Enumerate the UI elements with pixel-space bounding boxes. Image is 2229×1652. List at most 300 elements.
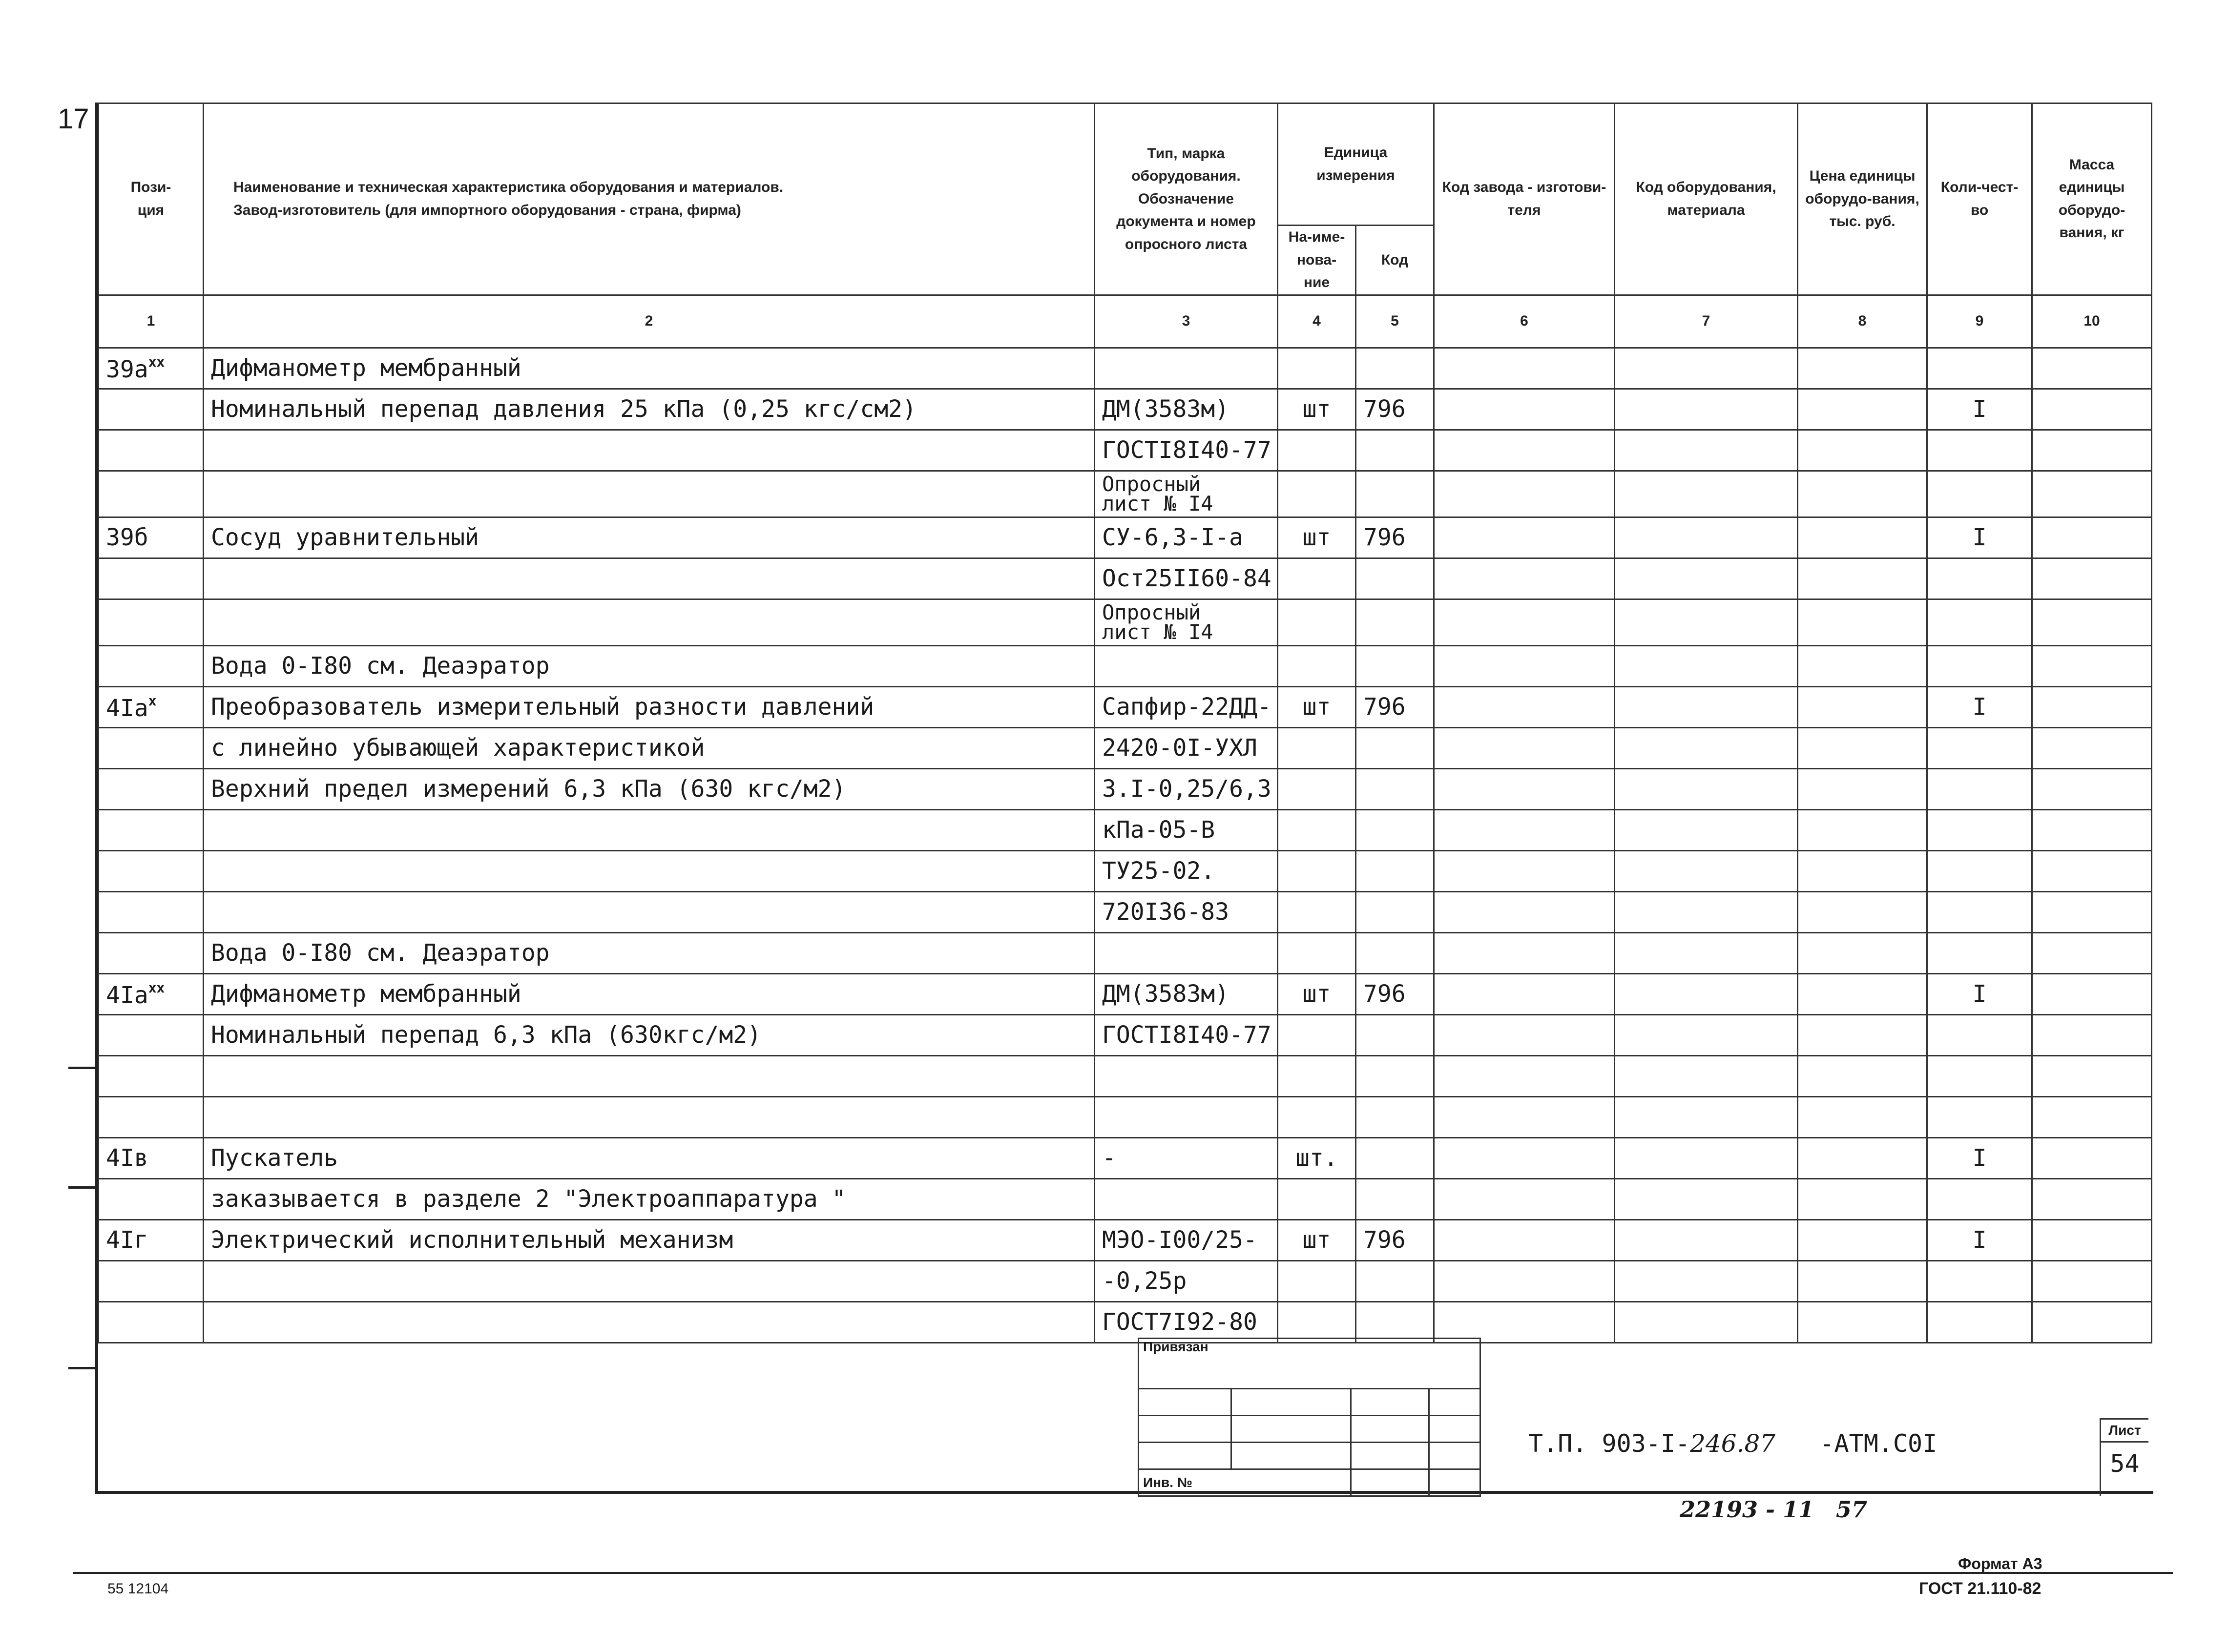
unit-code-cell	[1356, 558, 1434, 599]
position-cell	[99, 1014, 204, 1055]
unit-code-cell	[1356, 599, 1434, 645]
type-cell: ДМ(3583м)	[1095, 389, 1278, 430]
unit-cell	[1278, 1096, 1356, 1137]
equipment-code-cell	[1615, 768, 1798, 809]
footnote-mark: хх	[148, 353, 165, 370]
price-cell	[1798, 1260, 1927, 1301]
column-number: 2	[204, 295, 1095, 348]
unit-cell	[1278, 932, 1356, 973]
footnote-mark: х	[148, 692, 157, 709]
equipment-code-cell	[1615, 389, 1798, 430]
unit-code-cell	[1356, 471, 1434, 517]
table-row	[99, 430, 2152, 471]
position-cell: $4Iа^х$	[99, 686, 204, 727]
position-cell	[99, 1178, 204, 1219]
unit-code-cell	[1356, 809, 1434, 850]
price-cell	[1798, 1301, 1927, 1342]
name-cell: Номинальный перепад 6,3 кПа (630кгс/м2)	[204, 1014, 1095, 1055]
position-cell	[99, 891, 204, 932]
name-cell	[204, 558, 1095, 599]
price-cell	[1798, 1055, 1927, 1096]
mass-cell	[2032, 1137, 2152, 1178]
price-cell	[1798, 430, 1927, 471]
equipment-code-cell	[1615, 430, 1798, 471]
table-row	[99, 389, 2152, 430]
equipment-code-cell	[1615, 1178, 1798, 1219]
position-cell	[99, 1301, 204, 1342]
price-cell	[1798, 809, 1927, 850]
quantity-cell	[1927, 1096, 2032, 1137]
price-cell	[1798, 389, 1927, 430]
mass-cell	[2032, 599, 2152, 645]
mass-cell	[2032, 727, 2152, 768]
position-cell	[99, 768, 204, 809]
name-cell: Электрический исполнительный механизм	[204, 1219, 1095, 1260]
unit-code-cell	[1356, 1137, 1434, 1178]
type-cell: МЭО-I00/25-	[1095, 1219, 1278, 1260]
quantity-cell: I	[1927, 973, 2032, 1014]
corner-number: 17	[58, 103, 89, 135]
header-unit-name: На-име-нова-ние	[1278, 226, 1356, 295]
unit-cell	[1278, 1014, 1356, 1055]
position-cell	[99, 389, 204, 430]
position-cell	[99, 1096, 204, 1137]
price-cell	[1798, 768, 1927, 809]
equipment-code-cell	[1615, 809, 1798, 850]
unit-code-cell	[1356, 768, 1434, 809]
name-cell: Пускатель	[204, 1137, 1095, 1178]
table-row	[99, 517, 2152, 558]
price-cell	[1798, 891, 1927, 932]
unit-cell	[1278, 645, 1356, 686]
unit-code-cell: 796	[1356, 973, 1434, 1014]
equipment-code-cell	[1615, 517, 1798, 558]
table-row	[99, 348, 2152, 389]
factory-code-cell	[1434, 1096, 1615, 1137]
table-row	[99, 1096, 2152, 1137]
unit-cell: шт	[1278, 973, 1356, 1014]
mass-cell	[2032, 471, 2152, 517]
header-price: Цена единицы оборудо-вания, тыс. руб.	[1798, 103, 1927, 295]
price-cell	[1798, 471, 1927, 517]
table-row	[99, 850, 2152, 891]
factory-code-cell	[1434, 891, 1615, 932]
type-cell: СУ-6,3-I-а	[1095, 517, 1278, 558]
margin-tick	[68, 1367, 98, 1369]
header-unit-group: Единица измерения	[1278, 103, 1434, 226]
quantity-cell	[1927, 1301, 2032, 1342]
equipment-code-cell	[1615, 1301, 1798, 1342]
header-factory-code: Код завода - изготови-теля	[1434, 103, 1615, 295]
table-row	[99, 891, 2152, 932]
factory-code-cell	[1434, 932, 1615, 973]
format-label: Формат А3	[1958, 1555, 2042, 1572]
equipment-code-cell	[1615, 932, 1798, 973]
position-cell: 4Iв	[99, 1137, 204, 1178]
margin-tick	[68, 1186, 98, 1189]
mass-cell	[2032, 1260, 2152, 1301]
price-cell	[1798, 686, 1927, 727]
column-number: 8	[1798, 295, 1927, 348]
table-row	[99, 558, 2152, 599]
mass-cell	[2032, 932, 2152, 973]
type-cell: Опросный лист № I4	[1095, 471, 1278, 517]
header-mass: Масса единицы оборудо-вания, кг	[2032, 103, 2152, 295]
position-cell: 4Iг	[99, 1219, 204, 1260]
mass-cell	[2032, 389, 2152, 430]
quantity-cell	[1927, 1178, 2032, 1219]
table-row	[99, 1055, 2152, 1096]
mass-cell	[2032, 558, 2152, 599]
position-cell	[99, 1260, 204, 1301]
unit-code-cell	[1356, 1260, 1434, 1301]
header-quantity: Коли-чест-во	[1927, 103, 2032, 295]
unit-cell	[1278, 768, 1356, 809]
unit-code-cell	[1356, 430, 1434, 471]
unit-cell: шт.	[1278, 1137, 1356, 1178]
header-name: Наименование и техническая характеристика оборудования и материалов. Завод-изготовитель (для импортного оборудования - страна, фирма)	[204, 103, 1095, 295]
type-cell: -0,25р	[1095, 1260, 1278, 1301]
type-cell: Опросный лист № I4	[1095, 599, 1278, 645]
quantity-cell	[1927, 599, 2032, 645]
unit-cell: шт	[1278, 686, 1356, 727]
factory-code-cell	[1434, 517, 1615, 558]
column-number: 9	[1927, 295, 2032, 348]
mass-cell	[2032, 348, 2152, 389]
name-cell: Преобразователь измерительный разности давлений	[204, 686, 1095, 727]
name-cell: заказывается в разделе 2 "Электроаппаратура "	[204, 1178, 1095, 1219]
name-cell: Вода 0-I80 см. Деаэратор	[204, 645, 1095, 686]
footnote-mark: хх	[148, 979, 165, 996]
name-cell	[204, 1301, 1095, 1342]
type-cell	[1095, 645, 1278, 686]
unit-cell	[1278, 1055, 1356, 1096]
type-cell: ДМ(3583м)	[1095, 973, 1278, 1014]
column-number: 5	[1356, 295, 1434, 348]
unit-cell	[1278, 1178, 1356, 1219]
factory-code-cell	[1434, 599, 1615, 645]
type-cell: ГОСТI8I40-77	[1095, 430, 1278, 471]
mass-cell	[2032, 768, 2152, 809]
quantity-cell	[1927, 471, 2032, 517]
header-unit-code: Код	[1356, 226, 1434, 295]
mass-cell	[2032, 517, 2152, 558]
mass-cell	[2032, 850, 2152, 891]
price-cell	[1798, 727, 1927, 768]
type-cell: -	[1095, 1137, 1278, 1178]
quantity-cell	[1927, 850, 2032, 891]
column-number: 4	[1278, 295, 1356, 348]
equipment-code-cell	[1615, 1014, 1798, 1055]
mass-cell	[2032, 430, 2152, 471]
table-row	[99, 686, 2152, 727]
price-cell	[1798, 645, 1927, 686]
name-cell	[204, 1260, 1095, 1301]
position-cell	[99, 645, 204, 686]
price-cell	[1798, 973, 1927, 1014]
unit-code-cell	[1356, 727, 1434, 768]
type-cell	[1095, 1178, 1278, 1219]
factory-code-cell	[1434, 1219, 1615, 1260]
name-cell: Вода 0-I80 см. Деаэратор	[204, 932, 1095, 973]
factory-code-cell	[1434, 430, 1615, 471]
factory-code-cell	[1434, 850, 1615, 891]
equipment-code-cell	[1615, 471, 1798, 517]
equipment-code-cell	[1615, 727, 1798, 768]
handwritten-number-2: 57	[1836, 1496, 1868, 1523]
unit-code-cell	[1356, 1178, 1434, 1219]
name-cell: Дифманометр мембранный	[204, 348, 1095, 389]
position-cell	[99, 430, 204, 471]
factory-code-cell	[1434, 1055, 1615, 1096]
quantity-cell	[1927, 891, 2032, 932]
position-cell	[99, 599, 204, 645]
price-cell	[1798, 1014, 1927, 1055]
mass-cell	[2032, 645, 2152, 686]
table-row	[99, 645, 2152, 686]
factory-code-cell	[1434, 1301, 1615, 1342]
position-cell: 39б	[99, 517, 204, 558]
document-code: Т.П. 903-I-246.87 -АТМ.С0I	[1528, 1429, 1937, 1458]
equipment-code-cell	[1615, 1055, 1798, 1096]
name-cell	[204, 1055, 1095, 1096]
position-cell	[99, 850, 204, 891]
price-cell	[1798, 1096, 1927, 1137]
mass-cell	[2032, 809, 2152, 850]
approval-stamp	[1138, 1338, 1481, 1497]
unit-cell	[1278, 430, 1356, 471]
unit-cell	[1278, 1301, 1356, 1342]
quantity-cell: I	[1927, 389, 2032, 430]
equipment-code-cell	[1615, 1096, 1798, 1137]
header-position: Пози- ция	[99, 103, 204, 295]
quantity-cell	[1927, 1014, 2032, 1055]
unit-cell	[1278, 809, 1356, 850]
unit-cell	[1278, 1260, 1356, 1301]
type-cell: кПа-05-В	[1095, 809, 1278, 850]
unit-code-cell	[1356, 932, 1434, 973]
position-cell: $39а^{хх}$	[99, 348, 204, 389]
table-row	[99, 599, 2152, 645]
price-cell	[1798, 348, 1927, 389]
table-row	[99, 1260, 2152, 1301]
unit-code-cell	[1356, 891, 1434, 932]
equipment-code-cell	[1615, 1219, 1798, 1260]
quantity-cell: I	[1927, 1219, 2032, 1260]
header-type: Тип, марка оборудования. Обозначение документа и номер опросного листа	[1095, 103, 1278, 295]
unit-code-cell: 796	[1356, 517, 1434, 558]
position-cell	[99, 932, 204, 973]
unit-code-cell: 796	[1356, 1219, 1434, 1260]
column-number: 3	[1095, 295, 1278, 348]
type-cell	[1095, 348, 1278, 389]
type-cell: ГОСТI8I40-77	[1095, 1014, 1278, 1055]
stamp-inventory-label: Инв. №	[1139, 1469, 1351, 1496]
column-numbers-row	[99, 295, 2152, 348]
unit-cell	[1278, 599, 1356, 645]
factory-code-cell	[1434, 1178, 1615, 1219]
unit-code-cell: 796	[1356, 389, 1434, 430]
quantity-cell	[1927, 932, 2032, 973]
sheet-number: 54	[2110, 1449, 2140, 1478]
type-cell: 720I36-83	[1095, 891, 1278, 932]
position-cell	[99, 1055, 204, 1096]
price-cell	[1798, 1178, 1927, 1219]
factory-code-cell	[1434, 973, 1615, 1014]
factory-code-cell	[1434, 809, 1615, 850]
type-cell: ГОСТ7I92-80	[1095, 1301, 1278, 1342]
mass-cell	[2032, 891, 2152, 932]
mass-cell	[2032, 686, 2152, 727]
mass-cell	[2032, 1219, 2152, 1260]
unit-cell	[1278, 727, 1356, 768]
equipment-code-cell	[1615, 973, 1798, 1014]
mass-cell	[2032, 1014, 2152, 1055]
name-cell	[204, 430, 1095, 471]
stamp-attached-label: Привязан	[1139, 1339, 1480, 1389]
equipment-code-cell	[1615, 891, 1798, 932]
table-row	[99, 471, 2152, 517]
name-cell	[204, 471, 1095, 517]
factory-code-cell	[1434, 1260, 1615, 1301]
factory-code-cell	[1434, 645, 1615, 686]
price-cell	[1798, 1137, 1927, 1178]
type-cell: Ост25II60-84	[1095, 558, 1278, 599]
column-number: 6	[1434, 295, 1615, 348]
price-cell	[1798, 850, 1927, 891]
specification-table	[98, 103, 2152, 1343]
name-cell: Номинальный перепад давления 25 кПа (0,25 кгс/см2)	[204, 389, 1095, 430]
type-cell: 3.I-0,25/6,3	[1095, 768, 1278, 809]
column-number: 10	[2032, 295, 2152, 348]
factory-code-cell	[1434, 727, 1615, 768]
unit-cell	[1278, 891, 1356, 932]
type-cell	[1095, 1055, 1278, 1096]
quantity-cell: I	[1927, 686, 2032, 727]
type-cell	[1095, 1096, 1278, 1137]
unit-cell	[1278, 471, 1356, 517]
quantity-cell	[1927, 727, 2032, 768]
price-cell	[1798, 1219, 1927, 1260]
quantity-cell	[1927, 348, 2032, 389]
unit-code-cell	[1356, 1055, 1434, 1096]
unit-code-cell	[1356, 1096, 1434, 1137]
type-cell	[1095, 932, 1278, 973]
type-cell: Сапфир-22ДД-	[1095, 686, 1278, 727]
unit-code-cell	[1356, 645, 1434, 686]
table-row	[99, 1014, 2152, 1055]
name-cell	[204, 891, 1095, 932]
name-cell	[204, 850, 1095, 891]
quantity-cell	[1927, 1055, 2032, 1096]
factory-code-cell	[1434, 348, 1615, 389]
table-row	[99, 973, 2152, 1014]
column-number: 7	[1615, 295, 1798, 348]
quantity-cell	[1927, 645, 2032, 686]
price-cell	[1798, 599, 1927, 645]
table-row	[99, 1301, 2152, 1342]
factory-code-cell	[1434, 1014, 1615, 1055]
equipment-code-cell	[1615, 558, 1798, 599]
factory-code-cell	[1434, 389, 1615, 430]
gost-label: ГОСТ 21.110-82	[1919, 1579, 2042, 1598]
unit-code-cell: 796	[1356, 686, 1434, 727]
position-cell	[99, 727, 204, 768]
unit-cell: шт	[1278, 389, 1356, 430]
unit-cell	[1278, 558, 1356, 599]
price-cell	[1798, 932, 1927, 973]
name-cell: с линейно убывающей характеристикой	[204, 727, 1095, 768]
factory-code-cell	[1434, 1137, 1615, 1178]
price-cell	[1798, 558, 1927, 599]
price-cell	[1798, 517, 1927, 558]
unit-code-cell	[1356, 850, 1434, 891]
type-cell: 2420-0I-УХЛ	[1095, 727, 1278, 768]
quantity-cell	[1927, 768, 2032, 809]
unit-cell: шт	[1278, 1219, 1356, 1260]
name-cell	[204, 1096, 1095, 1137]
equipment-code-cell	[1615, 348, 1798, 389]
name-cell	[204, 809, 1095, 850]
equipment-code-cell	[1615, 1137, 1798, 1178]
table-row	[99, 1137, 2152, 1178]
name-cell	[204, 599, 1095, 645]
factory-code-cell	[1434, 768, 1615, 809]
header-equipment-code: Код оборудования, материала	[1615, 103, 1798, 295]
equipment-code-cell	[1615, 599, 1798, 645]
factory-code-cell	[1434, 558, 1615, 599]
quantity-cell	[1927, 430, 2032, 471]
unit-cell	[1278, 348, 1356, 389]
name-cell: Сосуд уравнительный	[204, 517, 1095, 558]
table-row	[99, 768, 2152, 809]
factory-code-cell	[1434, 471, 1615, 517]
table-row	[99, 809, 2152, 850]
position-cell: $4Iа^{хх}$	[99, 973, 204, 1014]
quantity-cell: I	[1927, 1137, 2032, 1178]
name-cell: Дифманометр мембранный	[204, 973, 1095, 1014]
quantity-cell	[1927, 558, 2032, 599]
form-code: 55 12104	[107, 1581, 169, 1597]
bottom-rule	[73, 1572, 2173, 1574]
unit-code-cell	[1356, 1014, 1434, 1055]
sheet-number-box	[2100, 1418, 2148, 1496]
position-cell	[99, 471, 204, 517]
handwritten-number-1: 22193 - 11	[1680, 1496, 1814, 1523]
column-number: 1	[99, 295, 204, 348]
table-row	[99, 1219, 2152, 1260]
equipment-code-cell	[1615, 686, 1798, 727]
equipment-code-cell	[1615, 850, 1798, 891]
mass-cell	[2032, 973, 2152, 1014]
quantity-cell: I	[1927, 517, 2032, 558]
sheet-label: Лист	[2101, 1420, 2148, 1443]
mass-cell	[2032, 1178, 2152, 1219]
type-cell: ТУ25-02.	[1095, 850, 1278, 891]
position-cell	[99, 809, 204, 850]
equipment-code-cell	[1615, 1260, 1798, 1301]
mass-cell	[2032, 1096, 2152, 1137]
mass-cell	[2032, 1055, 2152, 1096]
table-row	[99, 727, 2152, 768]
name-cell: Верхний предел измерений 6,3 кПа (630 кгс/м2)	[204, 768, 1095, 809]
unit-code-cell	[1356, 348, 1434, 389]
equipment-code-cell	[1615, 645, 1798, 686]
mass-cell	[2032, 1301, 2152, 1342]
unit-cell: шт	[1278, 517, 1356, 558]
quantity-cell	[1927, 809, 2032, 850]
factory-code-cell	[1434, 686, 1615, 727]
